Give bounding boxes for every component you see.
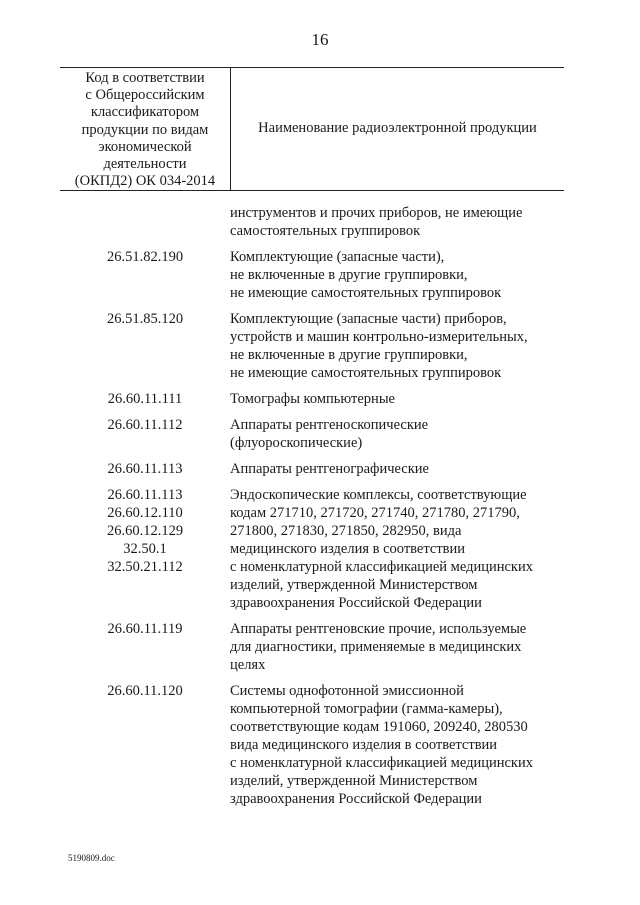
header-code-column [60, 70, 230, 190]
row-code-cell [60, 310, 230, 382]
header-code-line: Код в соответствии [85, 70, 205, 86]
product-code: 26.60.11.113 [107, 487, 183, 503]
row-description-cell [230, 620, 564, 674]
description-line: здравоохранения Российской Федерации [230, 595, 482, 611]
header-code-line: продукции по видам [81, 121, 209, 138]
description-line: здравоохранения Российской Федерации [230, 791, 482, 807]
footer-filename: 5190809.doc [68, 853, 115, 863]
row-code-cell [60, 682, 230, 808]
row-description-cell [230, 204, 564, 240]
description-line: Комплектующие (запасные части), [230, 249, 445, 265]
description-line: не включенные в другие группировки, [230, 347, 468, 363]
product-code: 26.60.11.111 [107, 391, 183, 407]
table-body [60, 204, 564, 816]
product-code: 26.60.12.110 [107, 505, 183, 521]
row-code-cell [60, 248, 230, 302]
description-line: не имеющие самостоятельных группировок [230, 285, 502, 301]
header-code-line: с Общероссийским [85, 87, 205, 104]
table-header [60, 67, 564, 191]
row-description-cell [230, 416, 564, 452]
description-line: самостоятельных группировок [230, 223, 421, 239]
product-code: 26.60.12.129 [106, 523, 184, 539]
header-code-line: деятельности [103, 156, 187, 173]
description-line: соответствующие кодам 191060, 209240, 280530 [230, 719, 528, 735]
header-code-line: классификатором [90, 104, 200, 121]
description-line: изделий, утвержденной Министерством [230, 773, 478, 789]
description-line: целях [230, 657, 266, 673]
product-code: 26.51.85.120 [106, 311, 184, 327]
header-code-line: экономической [98, 138, 192, 155]
header-code-line: (ОКПД2) ОК 034-2014 [74, 173, 216, 190]
table-row [60, 682, 564, 808]
row-description-cell [230, 248, 564, 302]
description-line: вида медицинского изделия в соответствии [230, 737, 498, 753]
description-line: Эндоскопические комплексы, соответствующие [230, 487, 527, 503]
table-row [60, 248, 564, 302]
product-code: 26.60.11.112 [107, 417, 183, 433]
description-line: устройств и машин контрольно-измерительных, [230, 329, 528, 345]
table-row [60, 486, 564, 612]
description-line: инструментов и прочих приборов, не имеющие [230, 205, 523, 221]
product-code: 26.60.11.120 [107, 683, 183, 699]
product-code: 26.60.11.113 [107, 461, 183, 477]
table-row [60, 460, 564, 478]
description-line: (флуороскопические) [230, 435, 363, 451]
table-row [60, 390, 564, 408]
row-code-cell [60, 460, 230, 478]
product-code: 26.51.82.190 [106, 249, 184, 265]
description-line: кодам 271710, 271720, 271740, 271780, 271790, [230, 505, 520, 521]
description-line: с номенклатурной классификацией медицинских [230, 559, 533, 575]
row-code-cell [60, 620, 230, 674]
row-code-cell [60, 390, 230, 408]
description-line: не включенные в другие группировки, [230, 267, 468, 283]
description-line: для диагностики, применяемые в медицинских [230, 639, 522, 655]
description-line: Системы однофотонной эмиссионной [230, 683, 464, 699]
description-line: компьютерной томографии (гамма-камеры), [230, 701, 503, 717]
row-description-cell [230, 460, 564, 478]
description-line: с номенклатурной классификацией медицинских [230, 755, 533, 771]
description-line: Аппараты рентгенографические [230, 461, 429, 477]
row-description-cell [230, 486, 564, 612]
product-code: 32.50.21.112 [107, 559, 183, 575]
row-code-cell [60, 204, 230, 240]
table-row [60, 310, 564, 382]
row-description-cell [230, 682, 564, 808]
page-number: 16 [311, 30, 329, 49]
table-row [60, 416, 564, 452]
row-description-cell [230, 390, 564, 408]
description-line: медицинского изделия в соответствии [230, 541, 466, 557]
description-line: Аппараты рентгеновские прочие, используемые [230, 621, 527, 637]
table-row [60, 620, 564, 674]
product-code: 32.50.1 [123, 541, 167, 557]
header-name-column: Наименование радиоэлектронной продукции [258, 120, 537, 136]
description-line: не имеющие самостоятельных группировок [230, 365, 502, 381]
description-line: Томографы компьютерные [230, 391, 395, 407]
description-line: изделий, утвержденной Министерством [230, 577, 478, 593]
row-code-cell [60, 486, 230, 612]
product-code: 26.60.11.119 [107, 621, 183, 637]
description-line: Аппараты рентгеноскопические [230, 417, 429, 433]
table-row [60, 204, 564, 240]
description-line: 271800, 271830, 271850, 282950, вида [230, 523, 462, 539]
row-code-cell [60, 416, 230, 452]
row-description-cell [230, 310, 564, 382]
description-line: Комплектующие (запасные части) приборов, [230, 311, 507, 327]
